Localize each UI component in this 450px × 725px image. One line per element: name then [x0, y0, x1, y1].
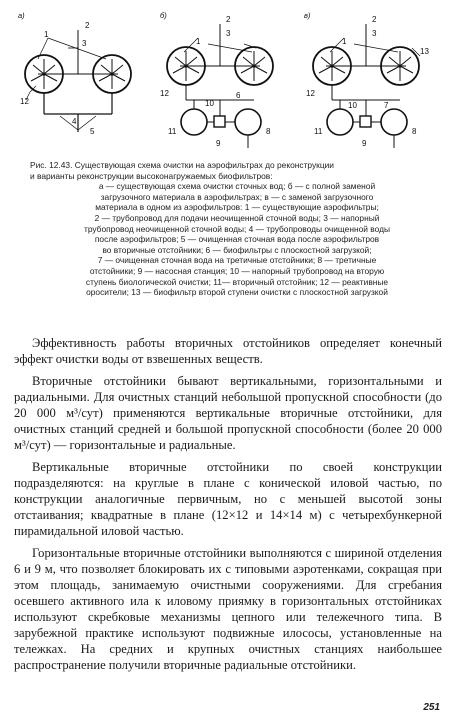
label-c-2: 2	[372, 15, 377, 24]
subfigure-letter-a: а)	[18, 11, 25, 20]
paragraph-2: Вторичные отстойники бывают вертикальными, горизонтальными и радиальными. Для очистных станций небольшой пропускной способности (до 20 000 м³/сут) применяются вертикальные вторичные отстойники, для очистных станций средней и большой пропускной способности (более 20 000 м³/сут) — горизонтальные и радиальные.	[14, 374, 442, 452]
caption-body-6: во вторичные отстойники; 6 — биофильтры с плоскостной загрузкой;	[102, 244, 372, 255]
paragraph-1: Эффективность работы вторичных отстойников определяет конечный эффект очистки воды от взвешенных веществ.	[14, 336, 442, 366]
caption-body-4: трубопровод неочищенной сточной воды; 4 — трубопроводы очищенной воды	[84, 223, 390, 234]
label-c-13: 13	[420, 47, 429, 56]
figure-caption	[30, 160, 444, 298]
caption-body-8: отстойники; 9 — насосная станция; 10 — напорный трубопровод на вторую	[89, 265, 385, 276]
label-c-7: 7	[384, 101, 389, 110]
caption-body-5: после аэрофильтров; 5 — очищенная сточная вода после аэрофильтров	[94, 234, 380, 245]
page-number: 251	[423, 702, 440, 713]
caption-body-3: 2 — трубопровод для подачи неочищенной сточной воды; 3 — напорный	[94, 212, 380, 223]
label-b-10: 10	[205, 99, 214, 108]
label-c-3: 3	[372, 29, 377, 38]
scheme-diagram	[8, 4, 442, 162]
label-b-3: 3	[226, 29, 231, 38]
label-c-8: 8	[412, 127, 417, 136]
label-c-9: 9	[362, 139, 367, 148]
label-a-1: 1	[44, 30, 49, 39]
label-a-2: 2	[85, 21, 90, 30]
subfigure-letter-c: в)	[304, 11, 311, 20]
subfigure-a	[18, 11, 131, 136]
paragraph-4: Горизонтальные вторичные отстойники выполняются с шириной отделения 6 и 9 м, что позволяет блокировать их с типовыми аэротенками, сокращая при этом площадь, занимаемую очистными сооружениями. Для сгребания осевшего активного ила к иловому приямку в горизонтальных отстойниках используют скребковые механизмы цепного или тележечного типа. В зарубежной практике используют подвижные илососы, установленные на тележках. На средних и крупных очистных станциях наибольшее распространение получили вторичные радиальные отстойники.	[14, 546, 442, 672]
label-c-11: 11	[314, 127, 323, 136]
caption-body-0: а — существующая схема очистки сточных вод; б — с полной заменой	[98, 181, 376, 192]
subfigure-c	[304, 11, 429, 148]
caption-body-9: ступень биологической очистки; 11— вторичный отстойник; 12 — реактивные	[85, 276, 389, 287]
main-text	[14, 335, 442, 679]
subfigure-b	[160, 11, 273, 148]
label-b-2: 2	[226, 15, 231, 24]
paragraph-3: Вертикальные вторичные отстойники по своей конструкции подразделяются: на круглые в плане с конической иловой частью, по конструкции аналогичные первичным, но с меньшей высотой зоны отстаивания; квадратные в плане (12×12 и 14×14 м) с четырехбункерной пирамидальной иловой частью.	[14, 460, 442, 538]
caption-body-10: оросители; 13 — биофильтр второй ступени очистки с плоскостной загрузкой	[86, 287, 388, 298]
label-a-5: 5	[90, 127, 95, 136]
caption-line-1: Рис. 12.43. Существующая схема очистки на аэрофильтрах до реконструкции	[30, 160, 334, 170]
label-b-11: 11	[168, 127, 177, 136]
caption-body-1: загрузочного материала в аэрофильтрах; в — с заменой загрузочного	[100, 191, 374, 202]
label-b-1: 1	[196, 37, 201, 46]
label-a-3: 3	[82, 39, 87, 48]
label-c-12: 12	[306, 89, 315, 98]
caption-body-7: 7 — очищенная сточная вода на третичные отстойники; 8 — третичные	[97, 255, 377, 266]
label-a-4: 4	[72, 117, 77, 126]
label-b-9: 9	[216, 139, 221, 148]
label-c-10: 10	[348, 101, 357, 110]
label-b-8: 8	[266, 127, 271, 136]
label-a-12: 12	[20, 97, 29, 106]
figure-12-43	[8, 4, 442, 162]
caption-body-2: материала в одном из аэрофильтров: 1 — существующие аэрофильтры;	[95, 202, 379, 213]
subfigure-letter-b: б)	[160, 11, 167, 20]
label-c-1: 1	[342, 37, 347, 46]
caption-line-2: и варианты реконструкции высоконагружаемых биофильтров:	[30, 170, 273, 181]
label-b-6: 6	[236, 91, 241, 100]
label-b-12: 12	[160, 89, 169, 98]
